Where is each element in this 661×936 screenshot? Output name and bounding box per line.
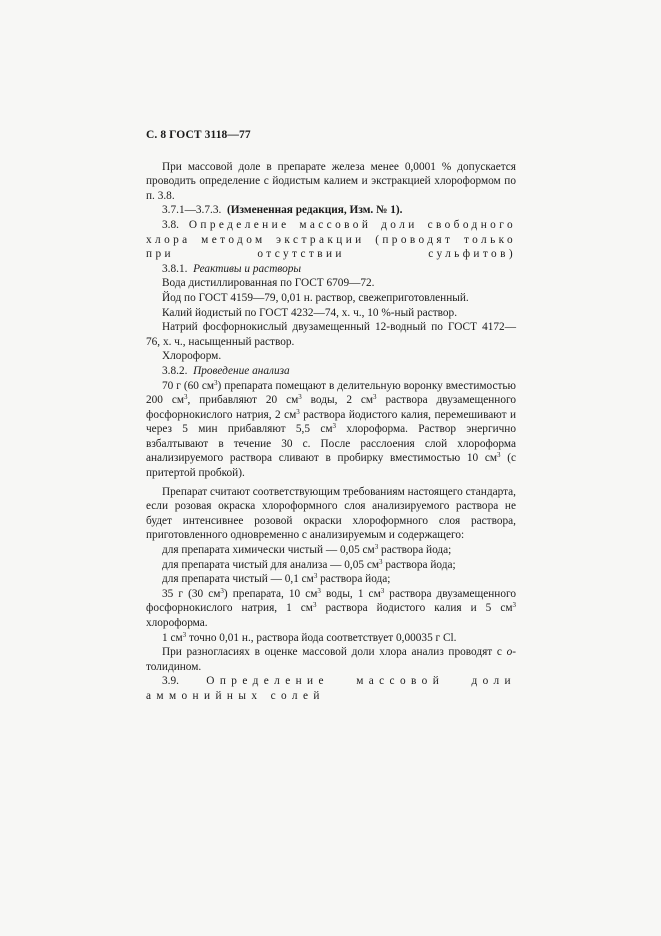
paragraph-criteria: Препарат считают соответствующим требованиям настоящего стандарта, если розовая окраска хлороформного слоя анализируемого раствора не будет интенсивнее розовой окраски хлороформного слоя раствора, приготовленного одновременно с анализируемым и содержащего:: [146, 485, 516, 542]
paragraph-procedure: 70 г (60 $см^3$) препарата помещают в делительную воронку вместимостью 200 $см^3$, прибавляют 20 $см^3$ воды, 2 $см^3$ раствора двузамещенного фосфорнокислого натрия, 2 $см^3$ раствора йодистого калия, перемешивают и через 5 мин прибавляют 5,5 $см^3$ хлороформа. Раствор энергично взбалтывают в течение 30 с. После расслоения слой хлороформа анализируемого раствора сливают в пробирку вместимостью 10 $см^3$ (с притертой пробкой).: [146, 378, 516, 480]
section-3-9-title: 3.9. Определение массовой доли аммонийных солей: [146, 675, 516, 702]
paragraph-amendment: 3.7.1—3.7.3. (Измененная редакция, Изм. № 1).: [162, 204, 403, 217]
reagent-item: Натрий фосфорнокислый двузамещенный 12-водный по ГОСТ 4172—76, х. ч., насыщенный раствор.: [146, 321, 516, 348]
list-item: для препарата химически чистый — 0,05 $см^3$ раствора йода;: [162, 543, 452, 557]
section-3-8-2-heading: 3.8.2. Проведение анализа: [162, 364, 290, 377]
paragraph-dispute: При разногласиях в оценке массовой доли хлора анализ проводят с о-толидином.: [146, 646, 516, 673]
list-item: для препарата чистый для анализа — 0,05 $см^3$ раствора йода;: [162, 557, 456, 571]
paragraph-equivalence: 1 $см^3$ точно 0,01 н., раствора йода соответствует 0,00035 г Cl.: [162, 630, 457, 644]
list-item: для препарата чистый — 0,1 $см^3$ раствора йода;: [162, 572, 391, 586]
reagent-item: Калий йодистый по ГОСТ 4232—74, х. ч., 10 %-ный раствор.: [162, 306, 458, 319]
document-page: [146, 128, 516, 704]
amendment-note: (Измененная редакция, Изм. № 1).: [226, 204, 403, 217]
reagent-item: Йод по ГОСТ 4159—79, 0,01 н. раствор, свежеприготовленный.: [162, 291, 469, 304]
reagent-item: Вода дистиллированная по ГОСТ 6709—72.: [162, 277, 375, 290]
section-3-8-title: 3.8. Определение массовой доли свободного хлора методом экстракции (проводят только при отсутствии сульфитов): [146, 218, 516, 261]
reagent-item: Хлороформ.: [162, 350, 222, 363]
paragraph-iron-note: При массовой доле в препарате железа менее 0,0001 % допускается проводить определение с йодистым калием и экстракцией хлороформом по п. 3.8.: [146, 160, 516, 202]
section-3-8-1-heading: 3.8.1. Реактивы и растворы: [162, 262, 302, 275]
paragraph-sample: 35 г (30 $см^3$) препарата, 10 $см^3$ воды, 1 $см^3$ раствора двузамещенного фосфорнокислого натрия, 1 $см^3$ раствора йодистого калия и 5 $см^3$ хлороформа.: [146, 586, 516, 629]
page-header: С. 8 ГОСТ 3118—77: [146, 129, 251, 141]
